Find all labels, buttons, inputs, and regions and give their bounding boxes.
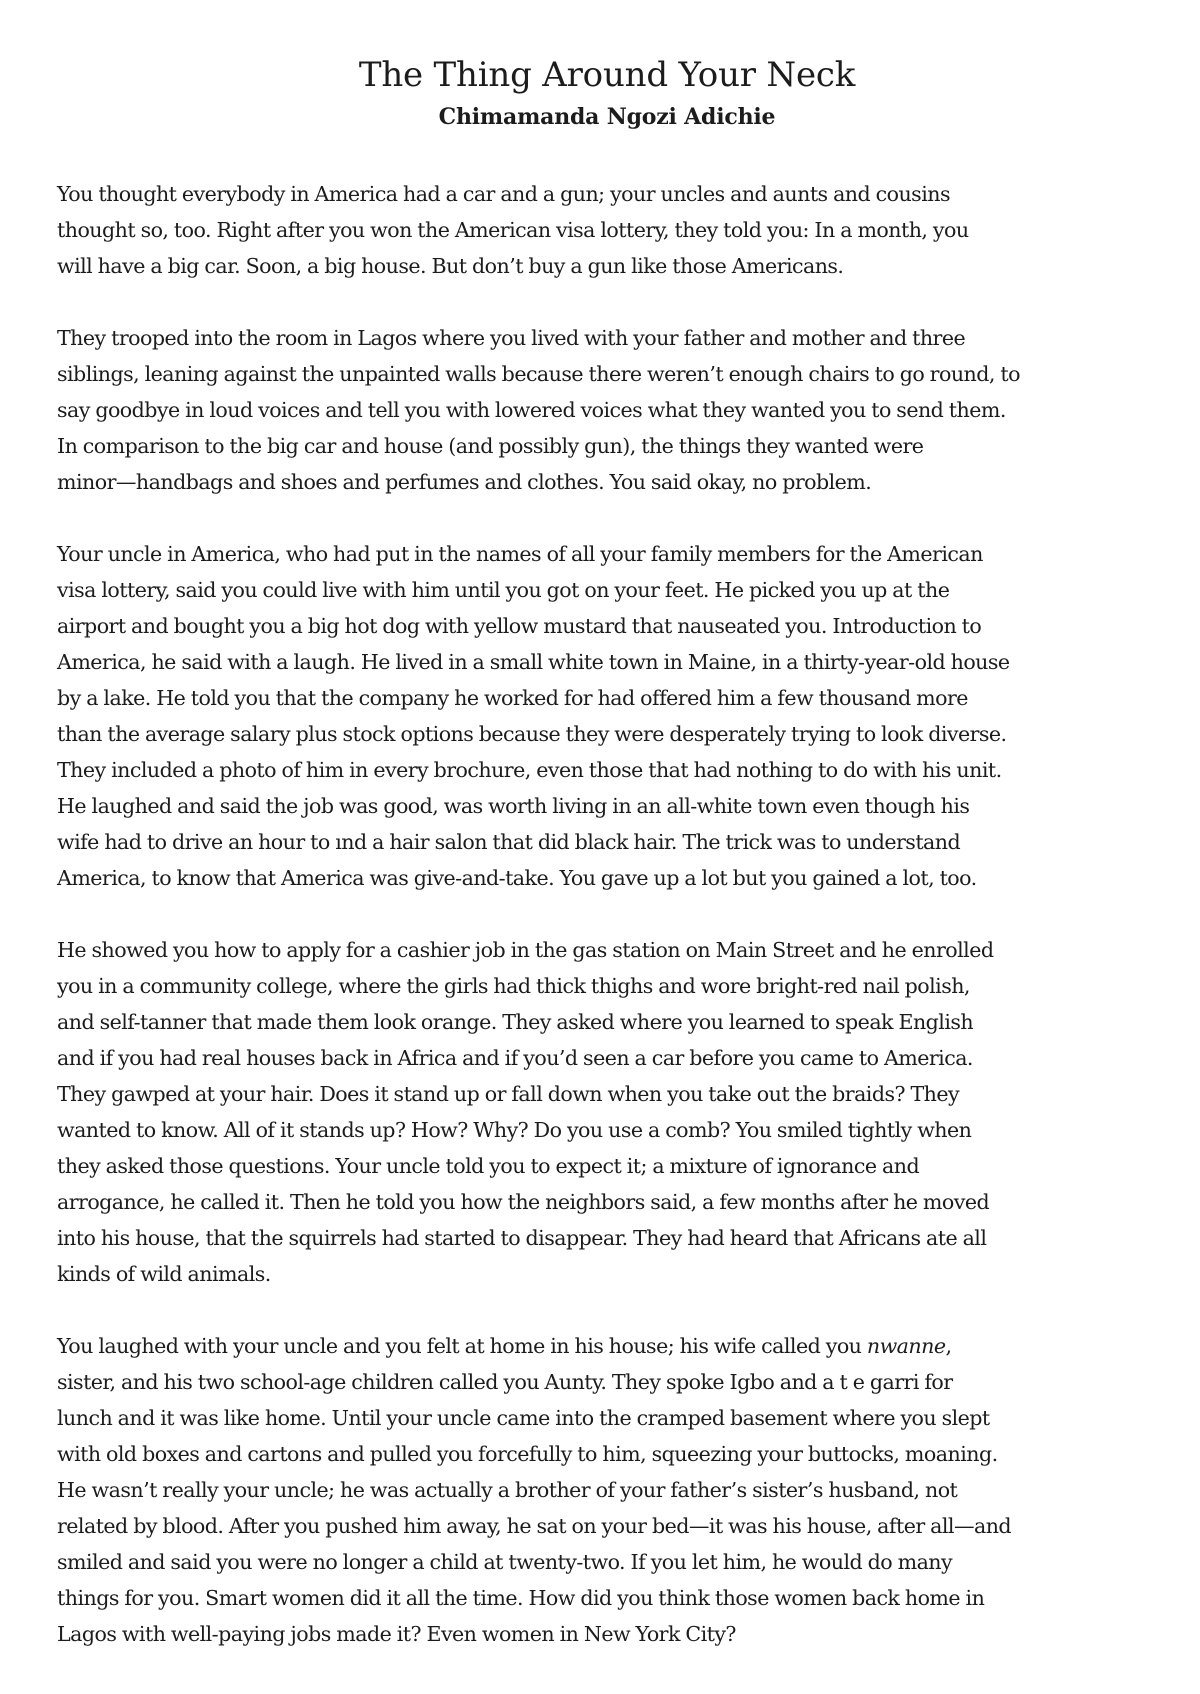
text-line: related by blood. After you pushed him away, he sat on your bed—it was his house, after all—and: [57, 1514, 1012, 1538]
paragraph-1: [57, 176, 1157, 284]
text-line: America, he said with a laugh. He lived in a small white town in Maine, in a thirty-year-old house: [57, 650, 1010, 674]
document-page: [57, 52, 1157, 1652]
text-line: siblings, leaning against the unpainted walls because there weren’t enough chairs to go round, to: [57, 362, 1020, 386]
story-body: [57, 176, 1157, 1652]
text-line: wife had to drive an hour to ınd a hair salon that did black hair. The trick was to understand: [57, 830, 961, 854]
text-line: He laughed and said the job was good, was worth living in an all-white town even though his: [57, 794, 970, 818]
paragraph-4: [57, 932, 1157, 1292]
text-line: into his house, that the squirrels had started to disappear. They had heard that Africans ate all: [57, 1226, 987, 1250]
author-name: Chimamanda Ngozi Adichie: [438, 104, 776, 130]
text-line: America, to know that America was give-and-take. You gave up a lot but you gained a lot, too.: [57, 866, 977, 890]
text-segment: You laughed with your uncle and you felt at home in his house; his wife called you: [57, 1334, 867, 1358]
text-line: than the average salary plus stock options because they were desperately trying to look diverse.: [57, 722, 1007, 746]
paragraph-2: [57, 320, 1157, 500]
text-line: say goodbye in loud voices and tell you with lowered voices what they wanted you to send them.: [57, 398, 1006, 422]
text-line: smiled and said you were no longer a child at twenty-two. If you let him, he would do many: [57, 1550, 953, 1574]
text-line: by a lake. He told you that the company he worked for had offered him a few thousand more: [57, 686, 968, 710]
text-line: airport and bought you a big hot dog with yellow mustard that nauseated you. Introduction to: [57, 614, 982, 638]
text-line: arrogance, he called it. Then he told you how the neighbors said, a few months after he moved: [57, 1190, 990, 1214]
story-title: The Thing Around Your Neck: [358, 55, 856, 95]
paragraph-5: [57, 1328, 1157, 1652]
text-line: you in a community college, where the girls had thick thighs and wore bright-red nail polish,: [57, 974, 970, 998]
text-line: lunch and it was like home. Until your uncle came into the cramped basement where you slept: [57, 1406, 990, 1430]
text-line: They gawped at your hair. Does it stand up or fall down when you take out the braids? They: [57, 1082, 960, 1106]
text-line: with old boxes and cartons and pulled you forcefully to him, squeezing your buttocks, moaning.: [57, 1442, 998, 1466]
text-line: In comparison to the big car and house (and possibly gun), the things they wanted were: [57, 434, 924, 458]
text-line: You thought everybody in America had a car and a gun; your uncles and aunts and cousins: [57, 182, 950, 206]
text-line: [57, 1328, 1157, 1364]
text-line: minor—handbags and shoes and perfumes and clothes. You said okay, no problem.: [57, 470, 872, 494]
text-line: He wasn’t really your uncle; he was actually a brother of your father’s sister’s husband, not: [57, 1478, 958, 1502]
text-line: wanted to know. All of it stands up? How? Why? Do you use a comb? You smiled tightly when: [57, 1118, 972, 1142]
italic-word: nwanne: [866, 1334, 946, 1358]
text-line: they asked those questions. Your uncle told you to expect it; a mixture of ignorance and: [57, 1154, 920, 1178]
text-line: sister, and his two school-age children called you Aunty. They spoke Igbo and a t e garri for: [57, 1370, 953, 1394]
text-line: Lagos with well-paying jobs made it? Even women in New York City?: [57, 1622, 736, 1646]
text-line: They trooped into the room in Lagos where you lived with your father and mother and three: [57, 326, 966, 350]
text-line: thought so, too. Right after you won the American visa lottery, they told you: In a month, you: [57, 218, 969, 242]
text-line: Your uncle in America, who had put in the names of all your family members for the American: [57, 542, 983, 566]
text-line: and self-tanner that made them look orange. They asked where you learned to speak English: [57, 1010, 974, 1034]
text-line: He showed you how to apply for a cashier job in the gas station on Main Street and he enrolled: [57, 938, 994, 962]
text-line: They included a photo of him in every brochure, even those that had nothing to do with his unit.: [57, 758, 1002, 782]
text-segment: ,: [945, 1334, 952, 1358]
paragraph-3: [57, 536, 1157, 896]
text-line: and if you had real houses back in Africa and if you’d seen a car before you came to America.: [57, 1046, 973, 1070]
text-line: things for you. Smart women did it all the time. How did you think those women back home in: [57, 1586, 985, 1610]
text-line: will have a big car. Soon, a big house. But don’t buy a gun like those Americans.: [57, 254, 844, 278]
text-line: kinds of wild animals.: [57, 1262, 271, 1286]
text-line: visa lottery, said you could live with him until you got on your feet. He picked you up at the: [57, 578, 950, 602]
